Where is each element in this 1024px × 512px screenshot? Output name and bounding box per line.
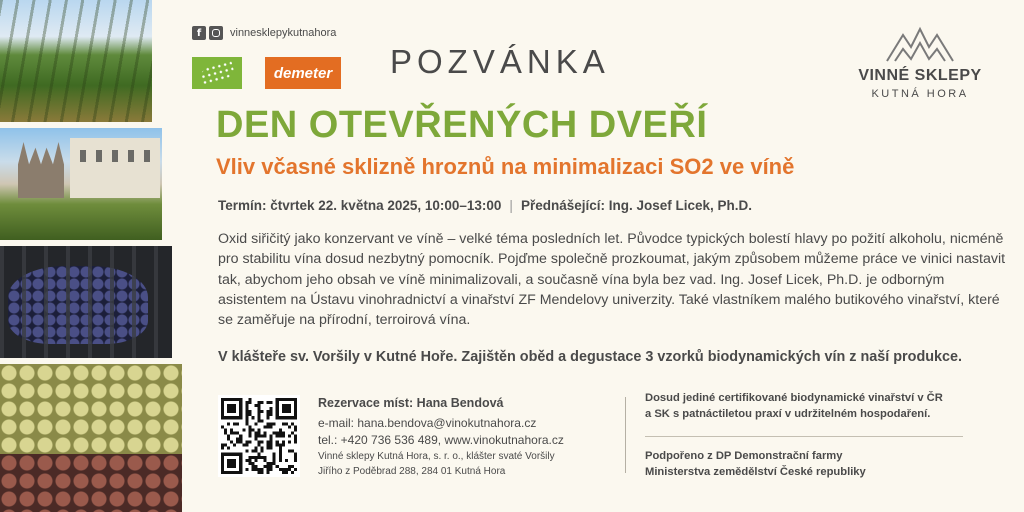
facebook-icon[interactable]: f [192, 26, 206, 40]
event-description: Oxid siřičitý jako konzervant ve víně – velké téma posledních let. Původce typických bolestí hlavy po požití alkoholu, nicméně pro stabilitu vína dosud nezbytný pomocník. Pojďme společně prozkoumat, jakým způsobem můžeme práce ve vinici nastavit tak, abychom jeho obsah ve víně minimalizovali, a současně vína byla bez vad. Ing. Josef Licek, Ph.D. je odborným asistentem na Ústavu vinohradnictví a vinařství ZF Mendelovy univerzity. Také vlastníkem malého butikového vinařství, které se zaměřuje na přírodní, terroirová vína. [218, 231, 1006, 329]
meta-separator: | [509, 198, 513, 213]
event-date: Termín: čtvrtek 22. května 2025, 10:00–13:00 [218, 198, 502, 213]
cathedral-photo [0, 128, 162, 240]
support-line-1: Podpořeno z DP Demonstrační farmy [645, 450, 843, 462]
qr-code[interactable] [218, 395, 300, 477]
invitation-label: POZVÁNKA [390, 43, 610, 80]
certification-line-1: Dosud jediné certifikované biodynamické vinařství v ČR [645, 392, 943, 404]
event-speaker: Přednášející: Ing. Josef Licek, Ph.D. [520, 198, 753, 213]
photo-strip [0, 0, 190, 512]
reservation-contact: Rezervace míst: Hana Bendová [318, 396, 504, 410]
event-venue: V klášteře sv. Voršily v Kutné Hoře. Zajištěn oběd a degustace 3 vzorků biodynamických vín z naší produkce. [218, 349, 963, 365]
eu-organic-leaf-icon [192, 57, 242, 89]
contact-email[interactable]: e-mail: hana.bendova@vinokutnahora.cz [318, 416, 537, 430]
grape-crate-photo [0, 246, 172, 358]
mountain-logo-icon [885, 25, 955, 65]
contact-phone-web[interactable]: tel.: +420 736 536 489, www.vinokutnahora.cz [318, 433, 564, 447]
vineyard-photo [0, 0, 152, 122]
demeter-logo: demeter [265, 57, 341, 89]
horizontal-divider [645, 436, 963, 437]
contact-block [318, 396, 564, 479]
event-subtitle: Vliv včasné sklizně hroznů na minimalizaci SO2 ve víně [216, 154, 795, 179]
event-meta [218, 198, 752, 213]
social-links [192, 26, 336, 40]
logo-city: KUTNÁ HORA [871, 88, 969, 100]
instagram-icon[interactable] [209, 26, 223, 40]
social-handle: vinnesklepykutnahora [230, 27, 337, 39]
certification-note [645, 390, 943, 422]
support-note [645, 448, 866, 480]
brand-logo [840, 25, 1000, 100]
company-address: Jiřího z Poděbrad 288, 284 01 Kutná Hora [318, 466, 506, 477]
certification-line-2: a SK s patnáctiletou praxí v udržitelném hospodaření. [645, 408, 931, 420]
grapes-closeup-photo [0, 364, 182, 512]
vertical-divider [625, 397, 626, 473]
event-title: DEN OTEVŘENÝCH DVEŘÍ [216, 104, 708, 146]
support-line-2: Ministerstva zemědělství České republiky [645, 466, 866, 478]
logo-name: VINNÉ SKLEPY [858, 67, 982, 84]
company-name: Vinné sklepy Kutná Hora, s. r. o., klášter svaté Voršily [318, 451, 555, 462]
